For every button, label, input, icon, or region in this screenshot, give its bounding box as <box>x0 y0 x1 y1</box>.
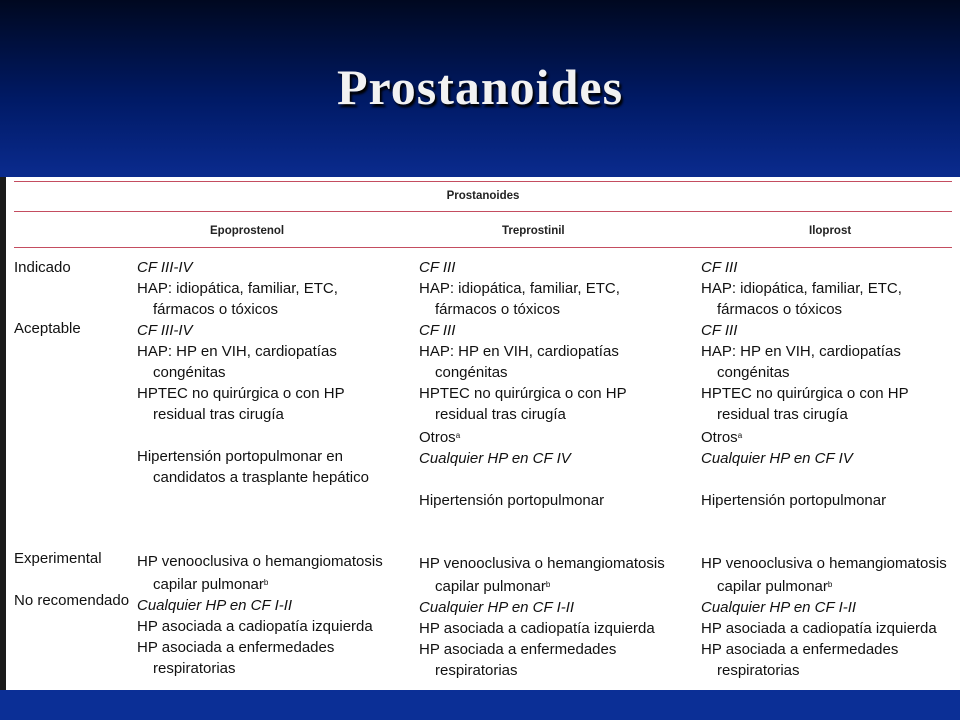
text-line: HP asociada a enfermedades <box>137 639 335 656</box>
text-line: HAP: idiopática, familiar, ETC, <box>701 280 902 297</box>
footnote-marker: a <box>737 431 743 440</box>
text-line: Cualquier HP en CF I-II <box>701 599 857 616</box>
row-label-indicado: Indicado <box>14 259 71 276</box>
text-line: congénitas <box>153 364 226 381</box>
text-line: congénitas <box>435 364 508 381</box>
text-line <box>701 574 947 597</box>
text-span: capilar pulmonar <box>435 578 546 595</box>
text-line: HP asociada a enfermedades <box>419 641 617 658</box>
text-line: CF III <box>419 259 456 276</box>
text-line: Cualquier HP en CF IV <box>701 450 853 467</box>
cell-epoprostenol <box>137 257 383 679</box>
text-line <box>419 425 665 448</box>
text-line: respiratorias <box>435 662 518 679</box>
row-label-aceptable: Aceptable <box>14 320 81 337</box>
prostanoides-table <box>0 177 960 690</box>
text-line: residual tras cirugía <box>435 406 566 423</box>
text-line: fármacos o tóxicos <box>717 301 843 318</box>
text-line: residual tras cirugía <box>717 406 848 423</box>
bottom-bar <box>0 690 960 720</box>
text-line <box>419 574 665 597</box>
text-line: HAP: HP en VIH, cardiopatías <box>137 343 337 360</box>
text-line: Cualquier HP en CF IV <box>419 450 571 467</box>
text-line: Cualquier HP en CF I-II <box>137 597 293 614</box>
text-line: Hipertensión portopulmonar en <box>137 448 343 465</box>
text-line: HP asociada a enfermedades <box>701 641 899 658</box>
text-line: HP venooclusiva o hemangiomatosis <box>419 555 665 572</box>
text-line: HP venooclusiva o hemangiomatosis <box>701 555 947 572</box>
text-line: CF III-IV <box>137 259 193 276</box>
text-line: HPTEC no quirúrgica o con HP <box>137 385 345 402</box>
text-line: Hipertensión portopulmonar <box>701 492 887 509</box>
text-line: congénitas <box>717 364 790 381</box>
table-rule-group <box>14 211 952 212</box>
text-line: HAP: idiopática, familiar, ETC, <box>419 280 620 297</box>
text-line: Cualquier HP en CF I-II <box>419 599 575 616</box>
footnote-marker: a <box>455 431 461 440</box>
text-line <box>701 425 947 448</box>
text-line: HAP: HP en VIH, cardiopatías <box>701 343 901 360</box>
row-label-no-recomendado: No recomendado <box>14 592 130 609</box>
cell-iloprost <box>701 257 947 681</box>
slide-title: Prostanoides <box>336 59 624 115</box>
text-line: CF III <box>419 322 456 339</box>
text-line: respiratorias <box>153 660 236 677</box>
text-span: Otros <box>701 429 738 446</box>
text-line: CF III-IV <box>137 322 193 339</box>
cell-treprostinil <box>419 257 665 681</box>
table-rule-header <box>14 247 952 248</box>
col-header-treprostinil: Treprostinil <box>502 225 565 237</box>
text-line: CF III <box>701 322 738 339</box>
footnote-marker: b <box>263 578 269 587</box>
text-line: fármacos o tóxicos <box>435 301 561 318</box>
text-line: residual tras cirugía <box>153 406 284 423</box>
text-line: fármacos o tóxicos <box>153 301 279 318</box>
footnote-marker: b <box>827 580 833 589</box>
table-rule-top <box>14 181 952 182</box>
col-header-epoprostenol: Epoprostenol <box>210 225 285 237</box>
col-header-iloprost: Iloprost <box>809 225 852 237</box>
text-line: candidatos a trasplante hepático <box>153 469 369 486</box>
row-label-experimental: Experimental <box>14 550 102 567</box>
text-line: HPTEC no quirúrgica o con HP <box>701 385 909 402</box>
text-line: Hipertensión portopulmonar <box>419 492 605 509</box>
footnote-marker: b <box>545 580 551 589</box>
text-line: HP venooclusiva o hemangiomatosis <box>137 553 383 570</box>
text-line: HAP: idiopática, familiar, ETC, <box>137 280 338 297</box>
text-line: HAP: HP en VIH, cardiopatías <box>419 343 619 360</box>
text-line: HP asociada a cadiopatía izquierda <box>419 620 655 637</box>
text-span: Otros <box>419 429 456 446</box>
text-line: respiratorias <box>717 662 800 679</box>
text-span: capilar pulmonar <box>153 576 264 593</box>
text-line: HPTEC no quirúrgica o con HP <box>419 385 627 402</box>
text-line: HP asociada a cadiopatía izquierda <box>137 618 373 635</box>
text-span: capilar pulmonar <box>717 578 828 595</box>
table-group-header: Prostanoides <box>446 190 520 202</box>
text-line <box>137 572 383 595</box>
text-line: HP asociada a cadiopatía izquierda <box>701 620 937 637</box>
text-line: CF III <box>701 259 738 276</box>
